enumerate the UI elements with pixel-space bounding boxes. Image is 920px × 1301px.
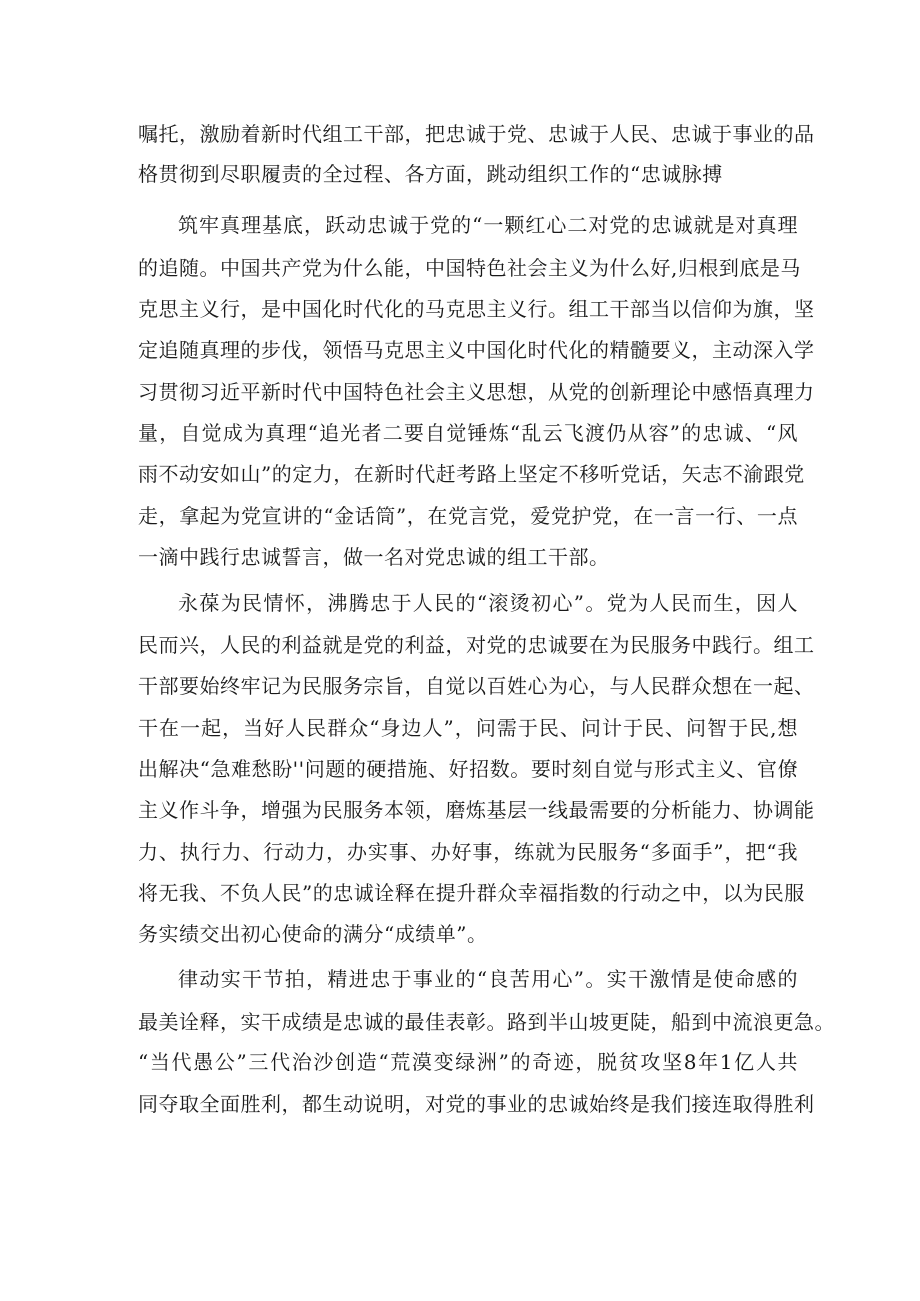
paragraph-first-line: 永葆为民情怀，沸腾忠于人民的“滚烫初心”。党为人民而生，因人 xyxy=(178,591,798,615)
text-line: 出解决“急难愁盼''问题的硬措施、好招数。要时刻自觉与形式主义、官僚 xyxy=(138,757,798,781)
text-line: 将无我、不负人民”的忠诚诠释在提升群众幸福指数的行动之中，以为民服 xyxy=(138,881,805,905)
text-line: 习贯彻习近平新时代中国特色社会主义思想，从党的创新理论中感悟真理力 xyxy=(138,380,815,404)
text-line: 干在一起，当好人民群众“身边人”，问需于民、问计于民、问智于民,想 xyxy=(138,716,798,740)
text-line: 嘱托，激励着新时代组工干部，把忠诚于党、忠诚于人民、忠诚于事业的品 xyxy=(138,122,815,146)
text-line: 量，自觉成为真理“追光者二要自觉锤炼“乱云飞渡仍从容”的忠诚、“风 xyxy=(138,421,798,445)
text-line: 雨不动安如山”的定力，在新时代赶考路上坚定不移听党话，矢志不渝跟党 xyxy=(138,462,805,486)
text-line: 走，拿起为党宣讲的“金话筒”，在党言党，爱党护党，在一言一行、一点 xyxy=(138,504,798,528)
text-line: 主义作斗争，增强为民服务本领，磨炼基层一线最需要的分析能力、协调能 xyxy=(138,798,815,822)
paragraph-first-line: 律动实干节拍，精进忠于事业的“良苦用心”。实干激情是使命感的 xyxy=(178,967,798,991)
text-line: 格贯彻到尽职履责的全过程、各方面，跳动组织工作的“忠诚脉搏 xyxy=(138,162,723,186)
text-line: 最美诠释，实干成绩是忠诚的最佳表彰。路到半山坡更陡，船到中流浪更急。 xyxy=(138,1010,835,1034)
paragraph-first-line: 筑牢真理基底，跃动忠诚于党的“一颗红心二对党的忠诚就是对真理 xyxy=(178,213,798,237)
text-line: 同夺取全面胜利，都生动说明，对党的事业的忠诚始终是我们接连取得胜利 xyxy=(138,1092,815,1116)
text-line: “当代愚公”三代治沙创造“荒漠变绿洲”的奇迹，脱贫攻坚8年1亿人共 xyxy=(138,1050,798,1074)
text-line: 民而兴，人民的利益就是党的利益，对党的忠诚要在为民服务中践行。组工 xyxy=(138,633,815,657)
text-line: 的追随。中国共产党为什么能，中国特色社会主义为什么好,归根到底是马 xyxy=(138,256,801,280)
text-line: 务实绩交出初心使命的满分“成绩单”。 xyxy=(138,922,488,946)
text-line: 一滴中践行忠诚誓言，做一名对党忠诚的组工干部。 xyxy=(138,545,610,569)
text-line: 克思主义行，是中国化时代化的马克思主义行。组工干部当以信仰为旗，坚 xyxy=(138,297,815,321)
text-line: 力、执行力、行动力，办实事、办好事，练就为民服务“多面手”，把“我 xyxy=(138,840,798,864)
text-line: 定追随真理的步伐，领悟马克思主义中国化时代化的精髓要义，主动深入学 xyxy=(138,338,815,362)
text-line: 干部要始终牢记为民服务宗旨，自觉以百姓心为心，与人民群众想在一起、 xyxy=(138,674,815,698)
